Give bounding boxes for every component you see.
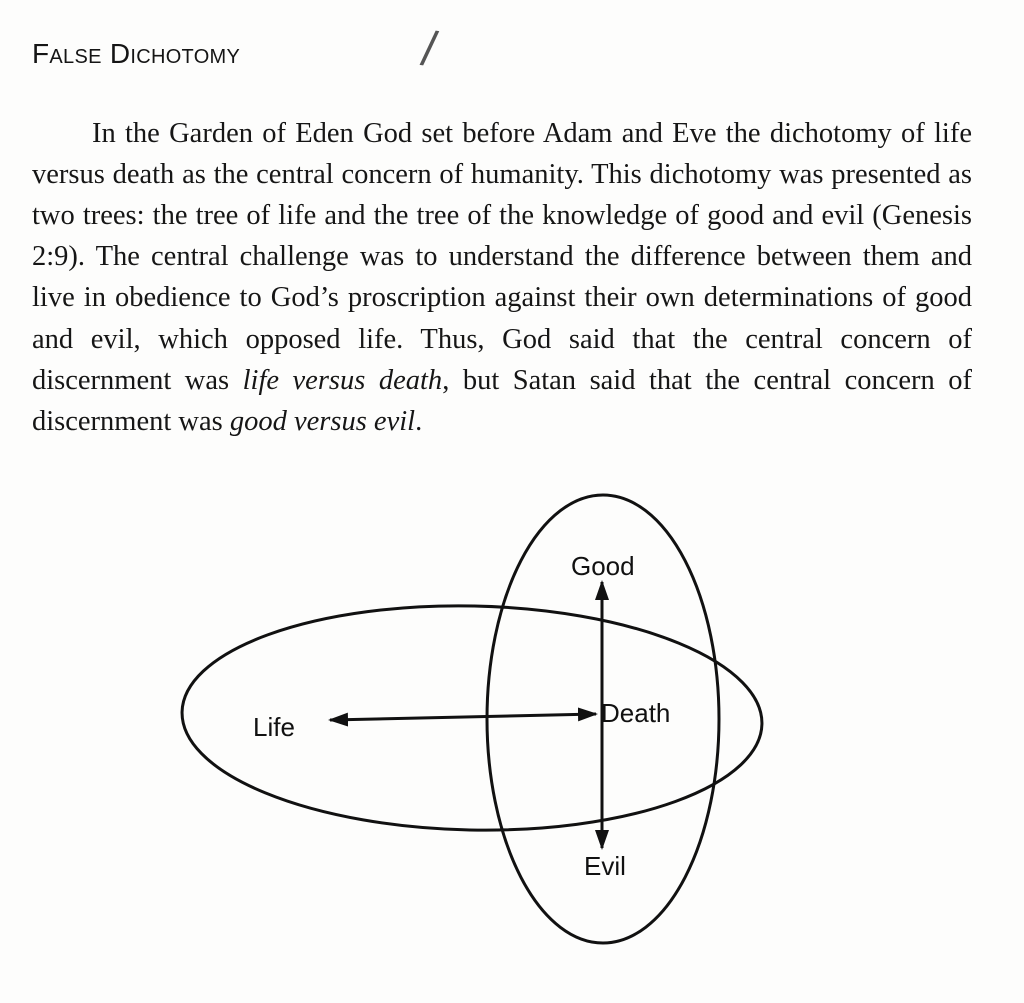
- life-death-arrow: [330, 714, 596, 720]
- pencil-margin-mark: /: [418, 21, 441, 74]
- label-evil: Evil: [584, 851, 626, 881]
- paragraph-italic-life-versus-death: life versus death: [242, 364, 443, 396]
- paragraph-text-1: In the Garden of Eden God set before Adam and Eve the dichotomy of life versus death as the central concern of humanity. This dichotomy was presented as two trees: the tree of life and the tree of the knowledge of good and evil (Genesis 2:9). The central challenge was to understand the difference between them and live in obedience to God’s proscription against their own determinations of good and evil, which opposed life. Thus, God said that the central concern of discernment was: [32, 117, 972, 396]
- label-good: Good: [571, 551, 635, 581]
- label-death: Death: [601, 698, 671, 728]
- paragraph-text-2: , but Satan said that the central concern of discernment was: [32, 364, 973, 437]
- paragraph-text-3: .: [415, 405, 423, 437]
- dichotomy-diagram: [0, 470, 1024, 1000]
- paragraph-italic-good-versus-evil: good versus evil: [229, 405, 416, 437]
- section-heading: False Dichotomy: [32, 38, 241, 69]
- label-life: Life: [253, 712, 295, 742]
- body-paragraph: [32, 113, 972, 443]
